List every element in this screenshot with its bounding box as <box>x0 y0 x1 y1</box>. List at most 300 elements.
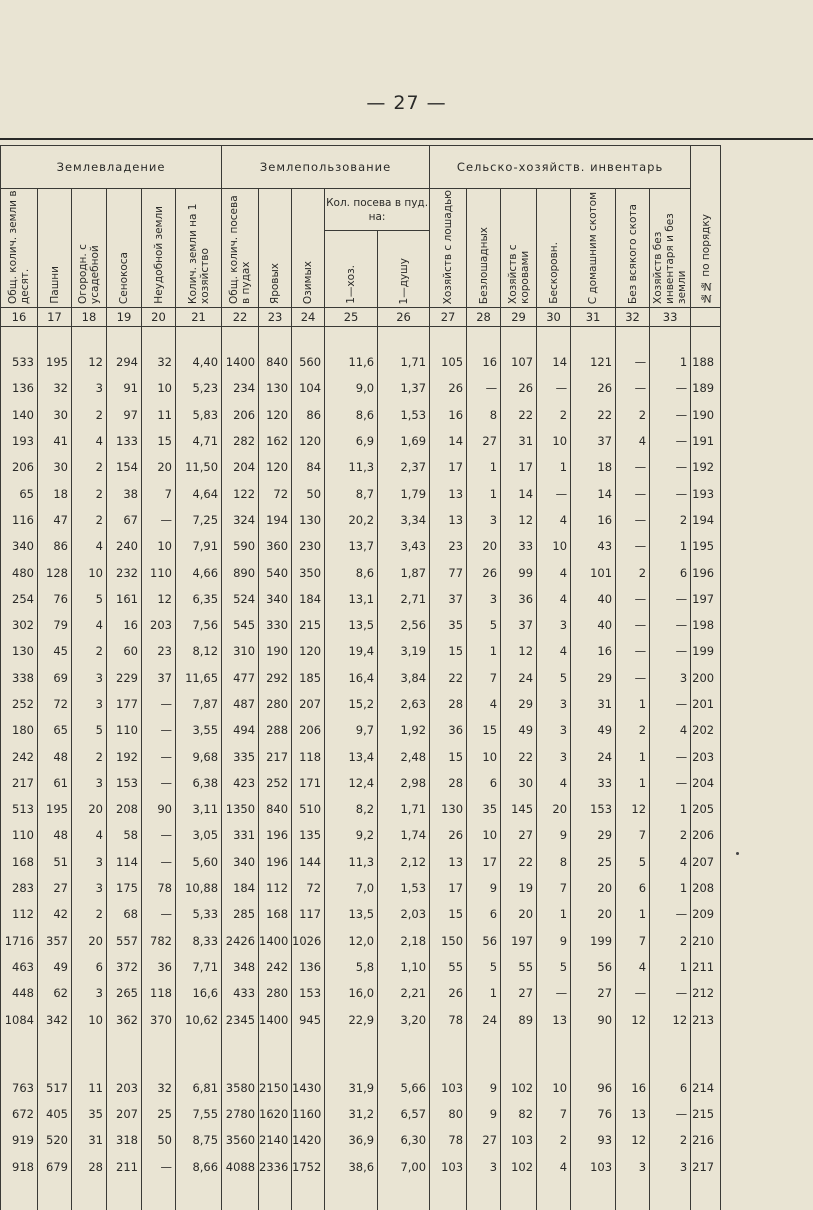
table-cell: 282 <box>222 428 259 454</box>
table-cell: 190 <box>691 402 721 428</box>
table-cell: 3,19 <box>378 638 430 664</box>
table-cell: 7,0 <box>325 875 378 901</box>
table-cell: 9,0 <box>325 375 378 401</box>
table-cell: 136 <box>292 954 325 980</box>
table-cell: 192 <box>691 454 721 480</box>
table-cell: 310 <box>222 638 259 664</box>
table-cell: 3,20 <box>378 1006 430 1032</box>
table-cell: 211 <box>691 954 721 980</box>
table-cell: 4,71 <box>176 428 222 454</box>
table-cell: 15 <box>430 743 467 769</box>
table-cell: 510 <box>292 796 325 822</box>
table-row <box>1 1006 721 1032</box>
table-cell: 204 <box>222 454 259 480</box>
table-cell: 1,74 <box>378 822 430 848</box>
table-cell: 3 <box>72 770 107 796</box>
table-cell: — <box>616 612 650 638</box>
table-cell: 8,75 <box>176 1127 222 1153</box>
column-number <box>691 308 721 327</box>
table-cell: 6 <box>650 1075 691 1101</box>
table-cell: 2 <box>72 454 107 480</box>
header-with-cows <box>501 189 537 308</box>
table-cell: 17 <box>467 849 501 875</box>
table-cell: 20,2 <box>325 507 378 533</box>
spacer-cell <box>38 327 72 350</box>
header-garden-label: Огородн. с усадебной <box>77 244 101 304</box>
table-cell: 4 <box>72 428 107 454</box>
table-cell: 11 <box>72 1075 107 1101</box>
table-cell: 6 <box>650 559 691 585</box>
table-cell: — <box>616 665 650 691</box>
table-cell: 672 <box>1 1101 38 1127</box>
table-cell: 48 <box>38 822 72 848</box>
table-cell: 162 <box>259 428 292 454</box>
table-cell: 20 <box>72 928 107 954</box>
table-cell: 10 <box>142 533 176 559</box>
column-number: 17 <box>38 308 72 327</box>
table-cell: 3,11 <box>176 796 222 822</box>
table-row <box>1 507 721 533</box>
spacer-cell <box>1 1033 38 1075</box>
table-cell: 7,25 <box>176 507 222 533</box>
header-spring-crops-label: Яровых <box>269 262 282 304</box>
group-header-inventory: Сельско-хозяйств. инвентарь <box>430 146 691 189</box>
table-cell: 2345 <box>222 1006 259 1032</box>
spacer-cell <box>292 327 325 350</box>
table-cell: 20 <box>571 875 616 901</box>
table-cell: 13 <box>616 1101 650 1127</box>
spacer-cell <box>650 1180 691 1210</box>
spacer-cell <box>107 1180 142 1210</box>
table-cell: 2 <box>72 743 107 769</box>
table-cell: 217 <box>1 770 38 796</box>
header-with-horse-label: Хозяйств с лошадью <box>442 189 455 304</box>
table-cell: 191 <box>691 428 721 454</box>
spacer-cell <box>176 1033 222 1075</box>
table-cell: 175 <box>107 875 142 901</box>
table-cell: 5,60 <box>176 849 222 875</box>
table-cell: 1430 <box>292 1075 325 1101</box>
header-arable <box>38 189 72 308</box>
table-cell: 110 <box>1 822 38 848</box>
spacer-cell <box>72 327 107 350</box>
spacer-cell <box>501 1180 537 1210</box>
table-cell: 48 <box>38 743 72 769</box>
column-number: 25 <box>325 308 378 327</box>
table-cell: 8,2 <box>325 796 378 822</box>
spacer-cell <box>222 1180 259 1210</box>
table-cell: 7 <box>467 665 501 691</box>
spacer-cell <box>691 1180 721 1210</box>
table-cell: 27 <box>38 875 72 901</box>
table-cell: 16,4 <box>325 665 378 691</box>
table-cell: 782 <box>142 928 176 954</box>
table-cell: 20 <box>142 454 176 480</box>
spacer-cell <box>378 327 430 350</box>
table-cell: 114 <box>107 849 142 875</box>
table-cell: — <box>142 507 176 533</box>
table-cell: 7 <box>537 875 571 901</box>
table-cell: 12 <box>616 1006 650 1032</box>
table-cell: 1420 <box>292 1127 325 1153</box>
table-cell: 12,0 <box>325 928 378 954</box>
table-cell: 208 <box>107 796 142 822</box>
table-cell: 31,9 <box>325 1075 378 1101</box>
spacer-cell <box>259 1180 292 1210</box>
table-cell: 254 <box>1 586 38 612</box>
table-cell: 12,4 <box>325 770 378 796</box>
table-cell: 4088 <box>222 1154 259 1180</box>
header-per-household <box>325 231 378 308</box>
table-cell: 1350 <box>222 796 259 822</box>
table-cell: 23 <box>430 533 467 559</box>
table-cell: 12 <box>616 1127 650 1153</box>
table-cell: 102 <box>501 1075 537 1101</box>
table-cell: 112 <box>1 901 38 927</box>
table-cell: 180 <box>1 717 38 743</box>
table-cell: 2 <box>537 1127 571 1153</box>
table-cell: 6,57 <box>378 1101 430 1127</box>
spacer-cell <box>691 1033 721 1075</box>
table-cell: 13 <box>537 1006 571 1032</box>
table-cell: 78 <box>430 1006 467 1032</box>
table-cell: 5,8 <box>325 954 378 980</box>
column-number: 28 <box>467 308 501 327</box>
table-cell: 5,23 <box>176 375 222 401</box>
table-row <box>1 849 721 875</box>
table-cell: 205 <box>691 796 721 822</box>
table-cell: 4 <box>537 770 571 796</box>
table-cell: 194 <box>259 507 292 533</box>
table-cell: 190 <box>259 638 292 664</box>
spacer-cell <box>537 327 571 350</box>
table-cell: 4 <box>72 822 107 848</box>
table-row <box>1 533 721 559</box>
table-cell: 5,66 <box>378 1075 430 1101</box>
table-cell: 1 <box>616 901 650 927</box>
table-cell: 212 <box>691 980 721 1006</box>
column-number: 21 <box>176 308 222 327</box>
table-cell: 61 <box>38 770 72 796</box>
table-cell: 133 <box>107 428 142 454</box>
table-cell: 10 <box>142 375 176 401</box>
table-row <box>1 375 721 401</box>
table-cell: 207 <box>691 849 721 875</box>
table-cell: 77 <box>430 559 467 585</box>
table-cell: 679 <box>38 1154 72 1180</box>
table-cell: 15 <box>430 638 467 664</box>
spacer-cell <box>142 1033 176 1075</box>
table-cell: 1084 <box>1 1006 38 1032</box>
column-number: 31 <box>571 308 616 327</box>
table-cell: 7 <box>142 480 176 506</box>
table-cell: 1620 <box>259 1101 292 1127</box>
table-cell: 2,21 <box>378 980 430 1006</box>
header-per-soul-label: 1—душу <box>397 257 410 304</box>
table-cell: 10 <box>72 1006 107 1032</box>
table-cell: 10 <box>537 428 571 454</box>
table-cell: 919 <box>1 1127 38 1153</box>
table-cell: 13,4 <box>325 743 378 769</box>
table-cell: 280 <box>259 980 292 1006</box>
table-cell: 103 <box>571 1154 616 1180</box>
table-cell: 232 <box>107 559 142 585</box>
header-horseless-label: Безлошадных <box>477 226 490 304</box>
table-row <box>1 928 721 954</box>
header-winter-crops <box>292 189 325 308</box>
table-cell: 2 <box>650 822 691 848</box>
table-cell: 3560 <box>222 1127 259 1153</box>
table-cell: 9 <box>537 928 571 954</box>
table-cell: 433 <box>222 980 259 1006</box>
header-cowless-label: Бескоровн. <box>547 242 560 304</box>
table-cell: 6,30 <box>378 1127 430 1153</box>
table-cell: 11,3 <box>325 454 378 480</box>
table-cell: 196 <box>259 849 292 875</box>
table-cell: 16,0 <box>325 980 378 1006</box>
table-cell: — <box>650 454 691 480</box>
table-cell: 2,03 <box>378 901 430 927</box>
top-rule <box>0 138 813 140</box>
table-cell: 5 <box>616 849 650 875</box>
table-cell: 2 <box>72 901 107 927</box>
table-cell: 200 <box>691 665 721 691</box>
table-cell: 480 <box>1 559 38 585</box>
table-cell: 7,87 <box>176 691 222 717</box>
table-cell: 76 <box>571 1101 616 1127</box>
table-cell: 37 <box>501 612 537 638</box>
table-cell: 197 <box>691 586 721 612</box>
header-wasteland <box>142 189 176 308</box>
table-cell: 13 <box>430 507 467 533</box>
table-cell: 448 <box>1 980 38 1006</box>
table-cell: 890 <box>222 559 259 585</box>
table-cell: 199 <box>691 638 721 664</box>
table-cell: 207 <box>292 691 325 717</box>
table-cell: 31 <box>72 1127 107 1153</box>
table-cell: 33 <box>571 770 616 796</box>
table-cell: 6 <box>467 770 501 796</box>
table-cell: 112 <box>259 875 292 901</box>
table-cell: 10,88 <box>176 875 222 901</box>
table-cell: 188 <box>691 349 721 375</box>
table-cell: 517 <box>38 1075 72 1101</box>
table-cell: 2,18 <box>378 928 430 954</box>
table-row <box>1 901 721 927</box>
table-cell: 12 <box>616 796 650 822</box>
table-cell: 2 <box>650 928 691 954</box>
table-cell: 16 <box>571 638 616 664</box>
table-cell: 324 <box>222 507 259 533</box>
table-cell: 130 <box>259 375 292 401</box>
header-with-livestock <box>571 189 616 308</box>
table-cell: 242 <box>1 743 38 769</box>
table-cell: 204 <box>691 770 721 796</box>
table-cell: 196 <box>691 559 721 585</box>
table-cell: — <box>650 691 691 717</box>
table-cell: 12 <box>650 1006 691 1032</box>
table-cell: 62 <box>38 980 72 1006</box>
table-cell: 161 <box>107 586 142 612</box>
table-cell: — <box>650 980 691 1006</box>
table-cell: 2150 <box>259 1075 292 1101</box>
table-cell: 49 <box>501 717 537 743</box>
table-cell: 72 <box>38 691 72 717</box>
table-cell: 2,98 <box>378 770 430 796</box>
table-cell: 171 <box>292 770 325 796</box>
column-number: 20 <box>142 308 176 327</box>
table-cell: 3,05 <box>176 822 222 848</box>
table-cell: 82 <box>501 1101 537 1127</box>
table-cell: 6 <box>467 901 501 927</box>
table-cell: 918 <box>1 1154 38 1180</box>
table-cell: 10 <box>72 559 107 585</box>
table-cell: 24 <box>501 665 537 691</box>
table-cell: 2780 <box>222 1101 259 1127</box>
table-cell: 194 <box>691 507 721 533</box>
table-cell: 184 <box>292 586 325 612</box>
table-cell: 118 <box>142 980 176 1006</box>
table-cell: 26 <box>430 375 467 401</box>
table-cell: — <box>616 980 650 1006</box>
table-cell: 4 <box>537 638 571 664</box>
header-hayfield <box>107 189 142 308</box>
table-cell: 11,6 <box>325 349 378 375</box>
table-cell: 11 <box>142 402 176 428</box>
column-number: 22 <box>222 308 259 327</box>
header-per-soul <box>378 231 430 308</box>
spacer-cell <box>616 1033 650 1075</box>
table-cell: 192 <box>107 743 142 769</box>
table-cell: 1160 <box>292 1101 325 1127</box>
table-cell: 1400 <box>222 349 259 375</box>
spacer-cell <box>325 1180 378 1210</box>
table-cell: 331 <box>222 822 259 848</box>
table-cell: — <box>537 980 571 1006</box>
header-arable-label: Пашни <box>48 266 61 304</box>
spacer-cell <box>537 1180 571 1210</box>
table-cell: 130 <box>1 638 38 664</box>
table-cell: 72 <box>292 875 325 901</box>
table-row <box>1 638 721 664</box>
table-cell: 195 <box>691 533 721 559</box>
group-header-land-ownership: Землевладение <box>1 146 222 189</box>
table-cell: 28 <box>430 770 467 796</box>
table-cell: 78 <box>430 1127 467 1153</box>
table-cell: 89 <box>501 1006 537 1032</box>
header-cowless <box>537 189 571 308</box>
table-cell: 3,84 <box>378 665 430 691</box>
table-cell: 36 <box>142 954 176 980</box>
table-cell: 1,37 <box>378 375 430 401</box>
table-cell: — <box>650 428 691 454</box>
table-cell: 84 <box>292 454 325 480</box>
spacer-cell <box>616 327 650 350</box>
table-cell: 240 <box>107 533 142 559</box>
spacer-cell <box>1 1180 38 1210</box>
table-cell: 2140 <box>259 1127 292 1153</box>
table-cell: 107 <box>501 349 537 375</box>
table-cell: 1 <box>616 770 650 796</box>
table-cell: 330 <box>259 612 292 638</box>
table-cell: 1 <box>467 454 501 480</box>
spacer-cell <box>1 327 38 350</box>
table-cell: 1,53 <box>378 875 430 901</box>
table-cell: 5 <box>537 954 571 980</box>
table-cell: 28 <box>72 1154 107 1180</box>
table-cell: 206 <box>292 717 325 743</box>
table-cell: 20 <box>501 901 537 927</box>
table-cell: 22 <box>501 402 537 428</box>
column-number: 30 <box>537 308 571 327</box>
spacer-cell <box>325 1033 378 1075</box>
table-cell: 76 <box>38 586 72 612</box>
speck-mark <box>736 852 739 855</box>
table-cell: 533 <box>1 349 38 375</box>
header-with-horse <box>430 189 467 308</box>
spacer-cell <box>537 1033 571 1075</box>
table-cell: 216 <box>691 1127 721 1153</box>
table-cell: 1,10 <box>378 954 430 980</box>
table-cell: 32 <box>142 349 176 375</box>
table-cell: 103 <box>430 1154 467 1180</box>
table-cell: 4 <box>616 428 650 454</box>
table-cell: 27 <box>467 1127 501 1153</box>
table-cell: 202 <box>691 717 721 743</box>
table-cell: 2 <box>616 402 650 428</box>
spacer-cell <box>378 1033 430 1075</box>
table-cell: — <box>650 901 691 927</box>
table-cell: 35 <box>467 796 501 822</box>
table-cell: 17 <box>501 454 537 480</box>
spacer-cell <box>501 327 537 350</box>
table-cell: — <box>616 454 650 480</box>
table-cell: 99 <box>501 559 537 585</box>
table-cell: 154 <box>107 454 142 480</box>
table-cell: 16,6 <box>176 980 222 1006</box>
table-cell: 230 <box>292 533 325 559</box>
spacer-cell <box>142 1180 176 1210</box>
table-cell: 24 <box>571 743 616 769</box>
header-with-livestock-label: С домашним скотом <box>587 191 600 304</box>
table-cell: 65 <box>1 480 38 506</box>
header-total-sowing-label: Общ. колич. посева в пудах <box>228 195 253 304</box>
table-cell: 342 <box>38 1006 72 1032</box>
table-cell: — <box>650 638 691 664</box>
table-cell: 101 <box>571 559 616 585</box>
table-cell: 27 <box>501 822 537 848</box>
table-cell: 47 <box>38 507 72 533</box>
table-cell: 7 <box>616 822 650 848</box>
table-cell: 197 <box>501 928 537 954</box>
table-cell: 90 <box>142 796 176 822</box>
table-cell: 97 <box>107 402 142 428</box>
table-cell: 338 <box>1 665 38 691</box>
table-cell: 477 <box>222 665 259 691</box>
table-cell: 5,83 <box>176 402 222 428</box>
table-cell: — <box>142 901 176 927</box>
table-cell: 35 <box>72 1101 107 1127</box>
spacer-cell <box>107 327 142 350</box>
table-cell: 86 <box>38 533 72 559</box>
table-cell: 144 <box>292 849 325 875</box>
table-cell: 86 <box>292 402 325 428</box>
table-cell: 207 <box>107 1101 142 1127</box>
table-cell: 16 <box>616 1075 650 1101</box>
spacer-cell <box>222 1033 259 1075</box>
table-cell: 4 <box>72 612 107 638</box>
table-cell: 15 <box>430 901 467 927</box>
